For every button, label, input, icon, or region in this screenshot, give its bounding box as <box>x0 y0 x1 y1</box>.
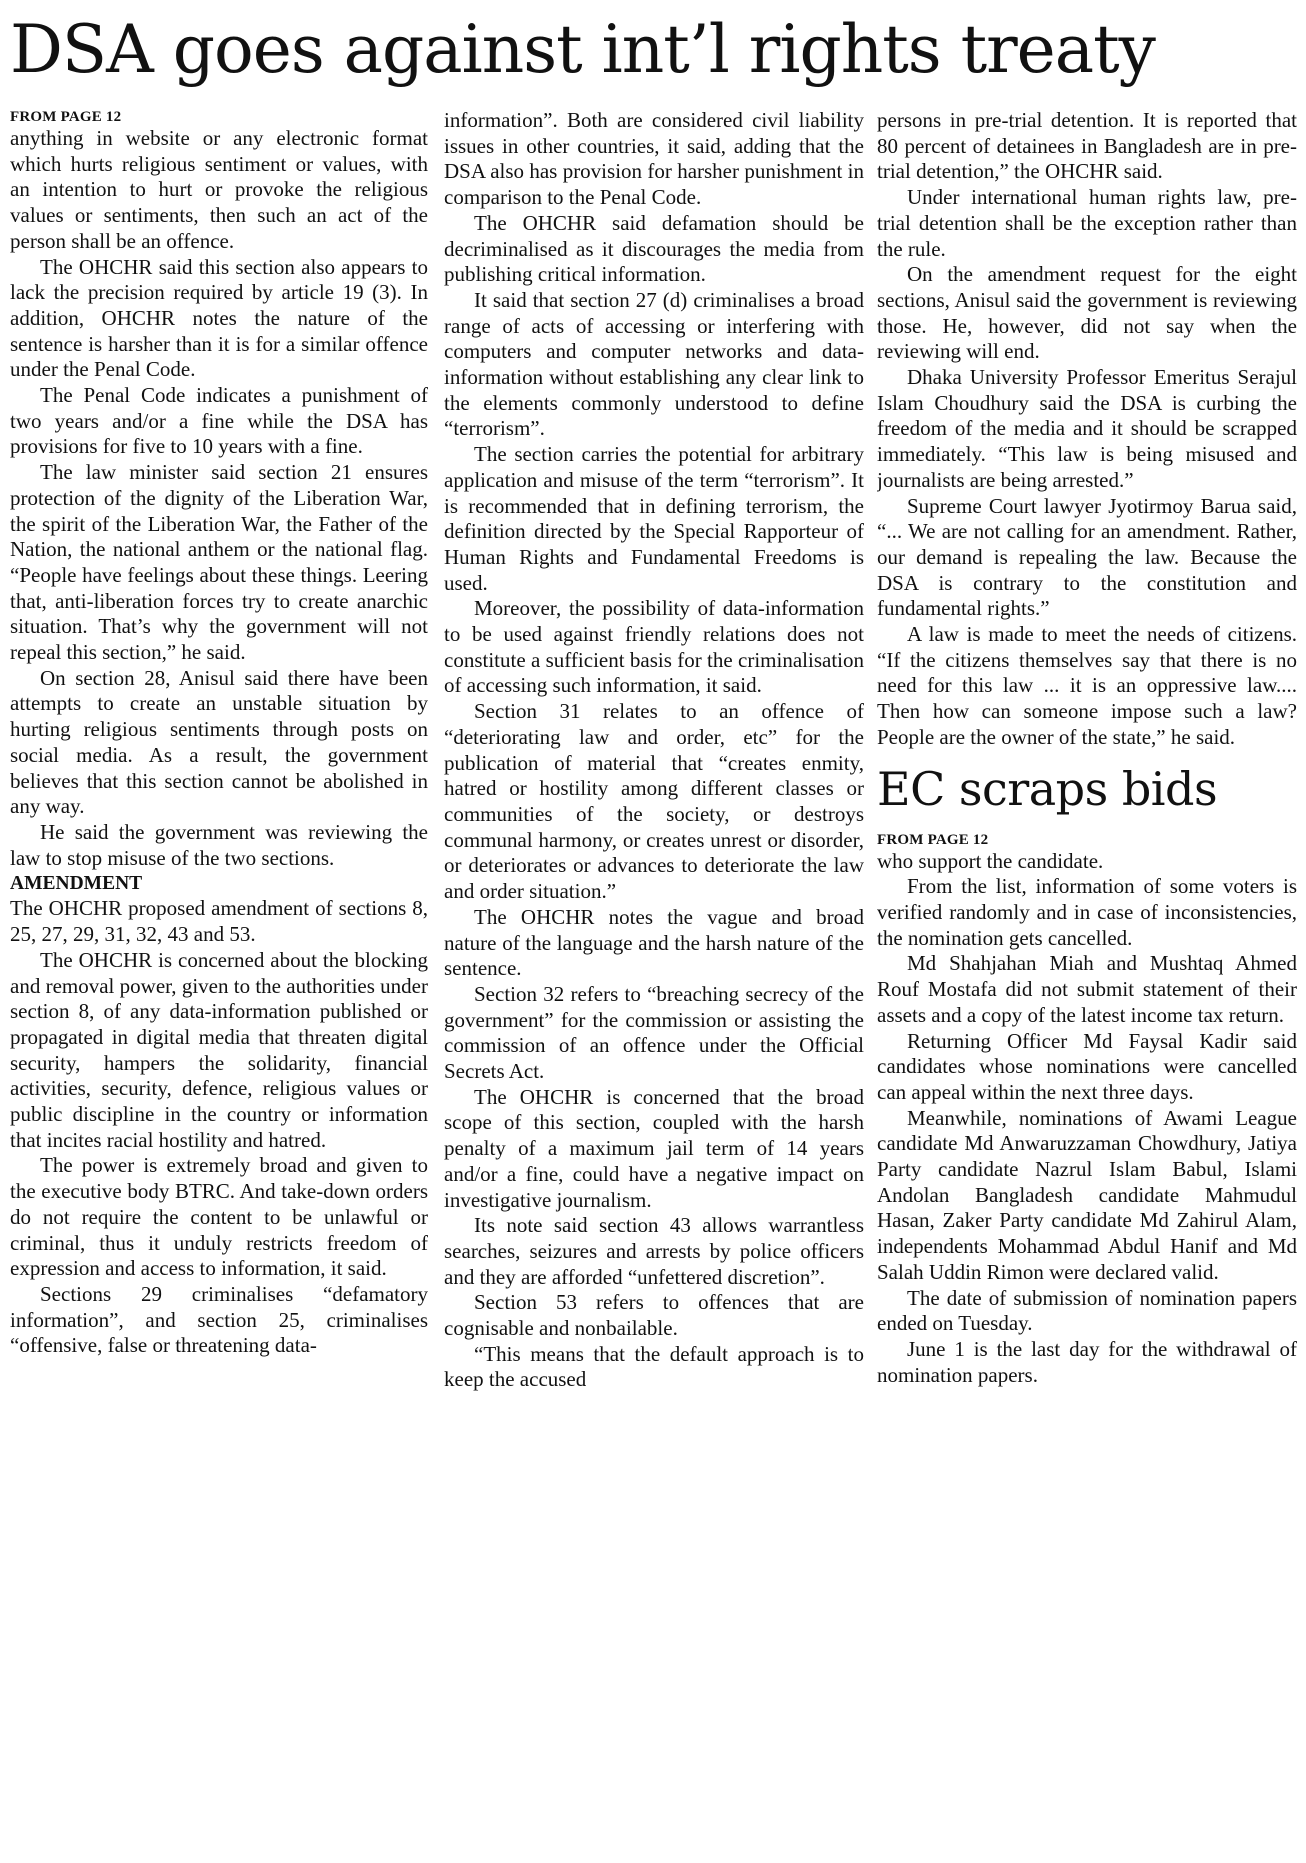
column-2 <box>444 108 864 1858</box>
column-1 <box>10 108 428 1858</box>
paragraph: Section 31 relates to an offence of “deteriorating law and order, etc” for the publication of material that “creates enmity, hatred or hostility among different classes or communities of the society, or destroys communal harmony, or creates unrest or disorder, or deteriorates or advances to deteriorate the law and order situation.” <box>444 699 864 904</box>
paragraph: persons in pre-trial detention. It is reported that 80 percent of detainees in Bangladesh are in pre-trial detention,” the OHCHR said. <box>877 108 1297 184</box>
jump-label: FROM PAGE 12 <box>10 109 122 125</box>
paragraph: Section 32 refers to “breaching secrecy of the government” for the commission or assisting the commission of an offence under the Official Secrets Act. <box>444 981 864 1084</box>
paragraph: On section 28, Anisul said there have been attempts to create an unstable situation by hurting religious sentiments through posts on social media. As a result, the government believes that this section cannot be abolished in any way. <box>10 665 428 819</box>
paragraph: Moreover, the possibility of data-information to be used against friendly relations does not constitute a sufficient basis for the criminalisation of accessing such information, it said. <box>444 596 864 698</box>
paragraph: It said that section 27 (d) criminalises a broad range of acts of accessing or interfering with computers and computer networks and data-information without establishing any clear link to the elements commonly understood to define “terrorism”. <box>444 287 864 441</box>
paragraph: Md Shahjahan Miah and Mushtaq Ahmed Rouf Mostafa did not submit statement of their assets and a copy of the latest income tax return. <box>877 951 1297 1027</box>
paragraph: Returning Officer Md Faysal Kadir said candidates whose nominations were cancelled can appeal within the next three days. <box>877 1028 1297 1104</box>
paragraph: The date of submission of nomination papers ended on Tuesday. <box>877 1285 1297 1336</box>
paragraph: information”. Both are considered civil liability issues in other countries, it said, adding that the DSA also has provision for harsher punishment in comparison to the Penal Code. <box>444 108 864 210</box>
paragraph: The section carries the potential for arbitrary application and misuse of the term “terrorism”. It is recommended that in defining terrorism, the definition directed by the Special Rapporteur of Human Rights and Fundamental Freedoms is used. <box>444 442 864 595</box>
paragraph: The OHCHR notes the vague and broad nature of the language and the harsh nature of the sentence. <box>444 904 864 981</box>
column-3 <box>877 108 1297 1858</box>
subhead-amendment: AMENDMENT <box>10 873 143 895</box>
paragraph: On the amendment request for the eight sections, Anisul said the government is reviewing those. He, however, did not say when the reviewing will end. <box>877 262 1297 364</box>
paragraph: June 1 is the last day for the withdrawal of nomination papers. <box>877 1336 1297 1387</box>
main-headline: DSA goes against int’l rights treaty <box>10 11 1155 88</box>
paragraph: who support the candidate. <box>877 848 1104 873</box>
paragraph: Under international human rights law, pre-trial detention shall be the exception rather than the rule. <box>877 185 1297 261</box>
paragraph: The OHCHR is concerned about the blocking and removal power, given to the authorities under section 8, of any data-information published or propagated in digital media that threaten digital security, hampers the solidarity, financial activities, security, defence, religious values or public discipline in the country or information that incites racial hostility and hatred. <box>10 947 428 1152</box>
paragraph: The law minister said section 21 ensures protection of the dignity of the Liberation War, the spirit of the Liberation War, the Father of the Nation, the national anthem or the national flag. “People have feelings about these things. Leering that, anti-liberation forces try to create anarchic situation. That’s why the government will not repeal this section,” he said. <box>10 460 428 665</box>
paragraph: The OHCHR said this section also appears to lack the precision required by article 19 (3). In addition, OHCHR notes the nature of the sentence is harsher than it is for a similar offence under the Penal Code. <box>10 254 428 382</box>
paragraph: A law is made to meet the needs of citizens. “If the citizens themselves say that there is no need for this law ... it is an oppressive law.... Then how can someone impose such a law? People are the owner of the state,” he said. <box>877 622 1297 749</box>
paragraph: The OHCHR said defamation should be decriminalised as it discourages the media from publishing critical information. <box>444 210 864 287</box>
secondary-headline: EC scraps bids <box>877 761 1218 816</box>
paragraph: The OHCHR is concerned that the broad scope of this section, coupled with the harsh penalty of a maximum jail term of 14 years and/or a fine, could have a negative impact on investigative journalism. <box>444 1084 864 1212</box>
paragraph: Meanwhile, nominations of Awami League candidate Md Anwaruzzaman Chowdhury, Jatiya Party candidate Nazrul Islam Babul, Islami Andolan Bangladesh candidate Mahmudul Hasan, Zaker Party candidate Md Zahirul Alam, independents Mohammad Abdul Hanif and Md Salah Uddin Rimon were declared valid. <box>877 1105 1297 1284</box>
paragraph: The power is extremely broad and given to the executive body BTRC. And take-down orders do not require the content to be unlawful or criminal, thus it unduly restricts freedom of expression and access to information, it said. <box>10 1153 428 1281</box>
paragraph: From the list, information of some voters is verified randomly and in case of inconsistencies, the nomination gets cancelled. <box>877 874 1297 950</box>
paragraph: Its note said section 43 allows warrantless searches, seizures and arrests by police officers and they are afforded “unfettered discretion”. <box>444 1213 864 1289</box>
jump-label: FROM PAGE 12 <box>877 831 989 848</box>
paragraph: Dhaka University Professor Emeritus Serajul Islam Choudhury said the DSA is curbing the freedom of the media and it should be scrapped immediately. “This law is being misused and journalists are being arrested.” <box>877 365 1297 492</box>
paragraph: Sections 29 criminalises “defamatory information”, and section 25, criminalises “offensive, false or threatening data- <box>10 1281 428 1358</box>
paragraph: anything in website or any electronic format which hurts religious sentiment or values, with an intention to hurt or provoke the religious values or sentiments, then such an act of the person shall be an offence. <box>10 126 428 253</box>
paragraph: Section 53 refers to offences that are cognisable and nonbailable. <box>444 1290 864 1341</box>
paragraph: He said the government was reviewing the law to stop misuse of the two sections. <box>10 819 428 870</box>
paragraph: “This means that the default approach is to keep the accused <box>444 1341 864 1392</box>
paragraph: The OHCHR proposed amendment of sections 8, 25, 27, 29, 31, 32, 43 and 53. <box>10 896 428 947</box>
paragraph: Supreme Court lawyer Jyotirmoy Barua said, “... We are not calling for an amendment. Rather, our demand is repealing the law. Because the DSA is contrary to the constitution and fundamental rights.” <box>877 493 1297 621</box>
paragraph: The Penal Code indicates a punishment of two years and/or a fine while the DSA has provisions for five to 10 years with a fine. <box>10 383 428 459</box>
